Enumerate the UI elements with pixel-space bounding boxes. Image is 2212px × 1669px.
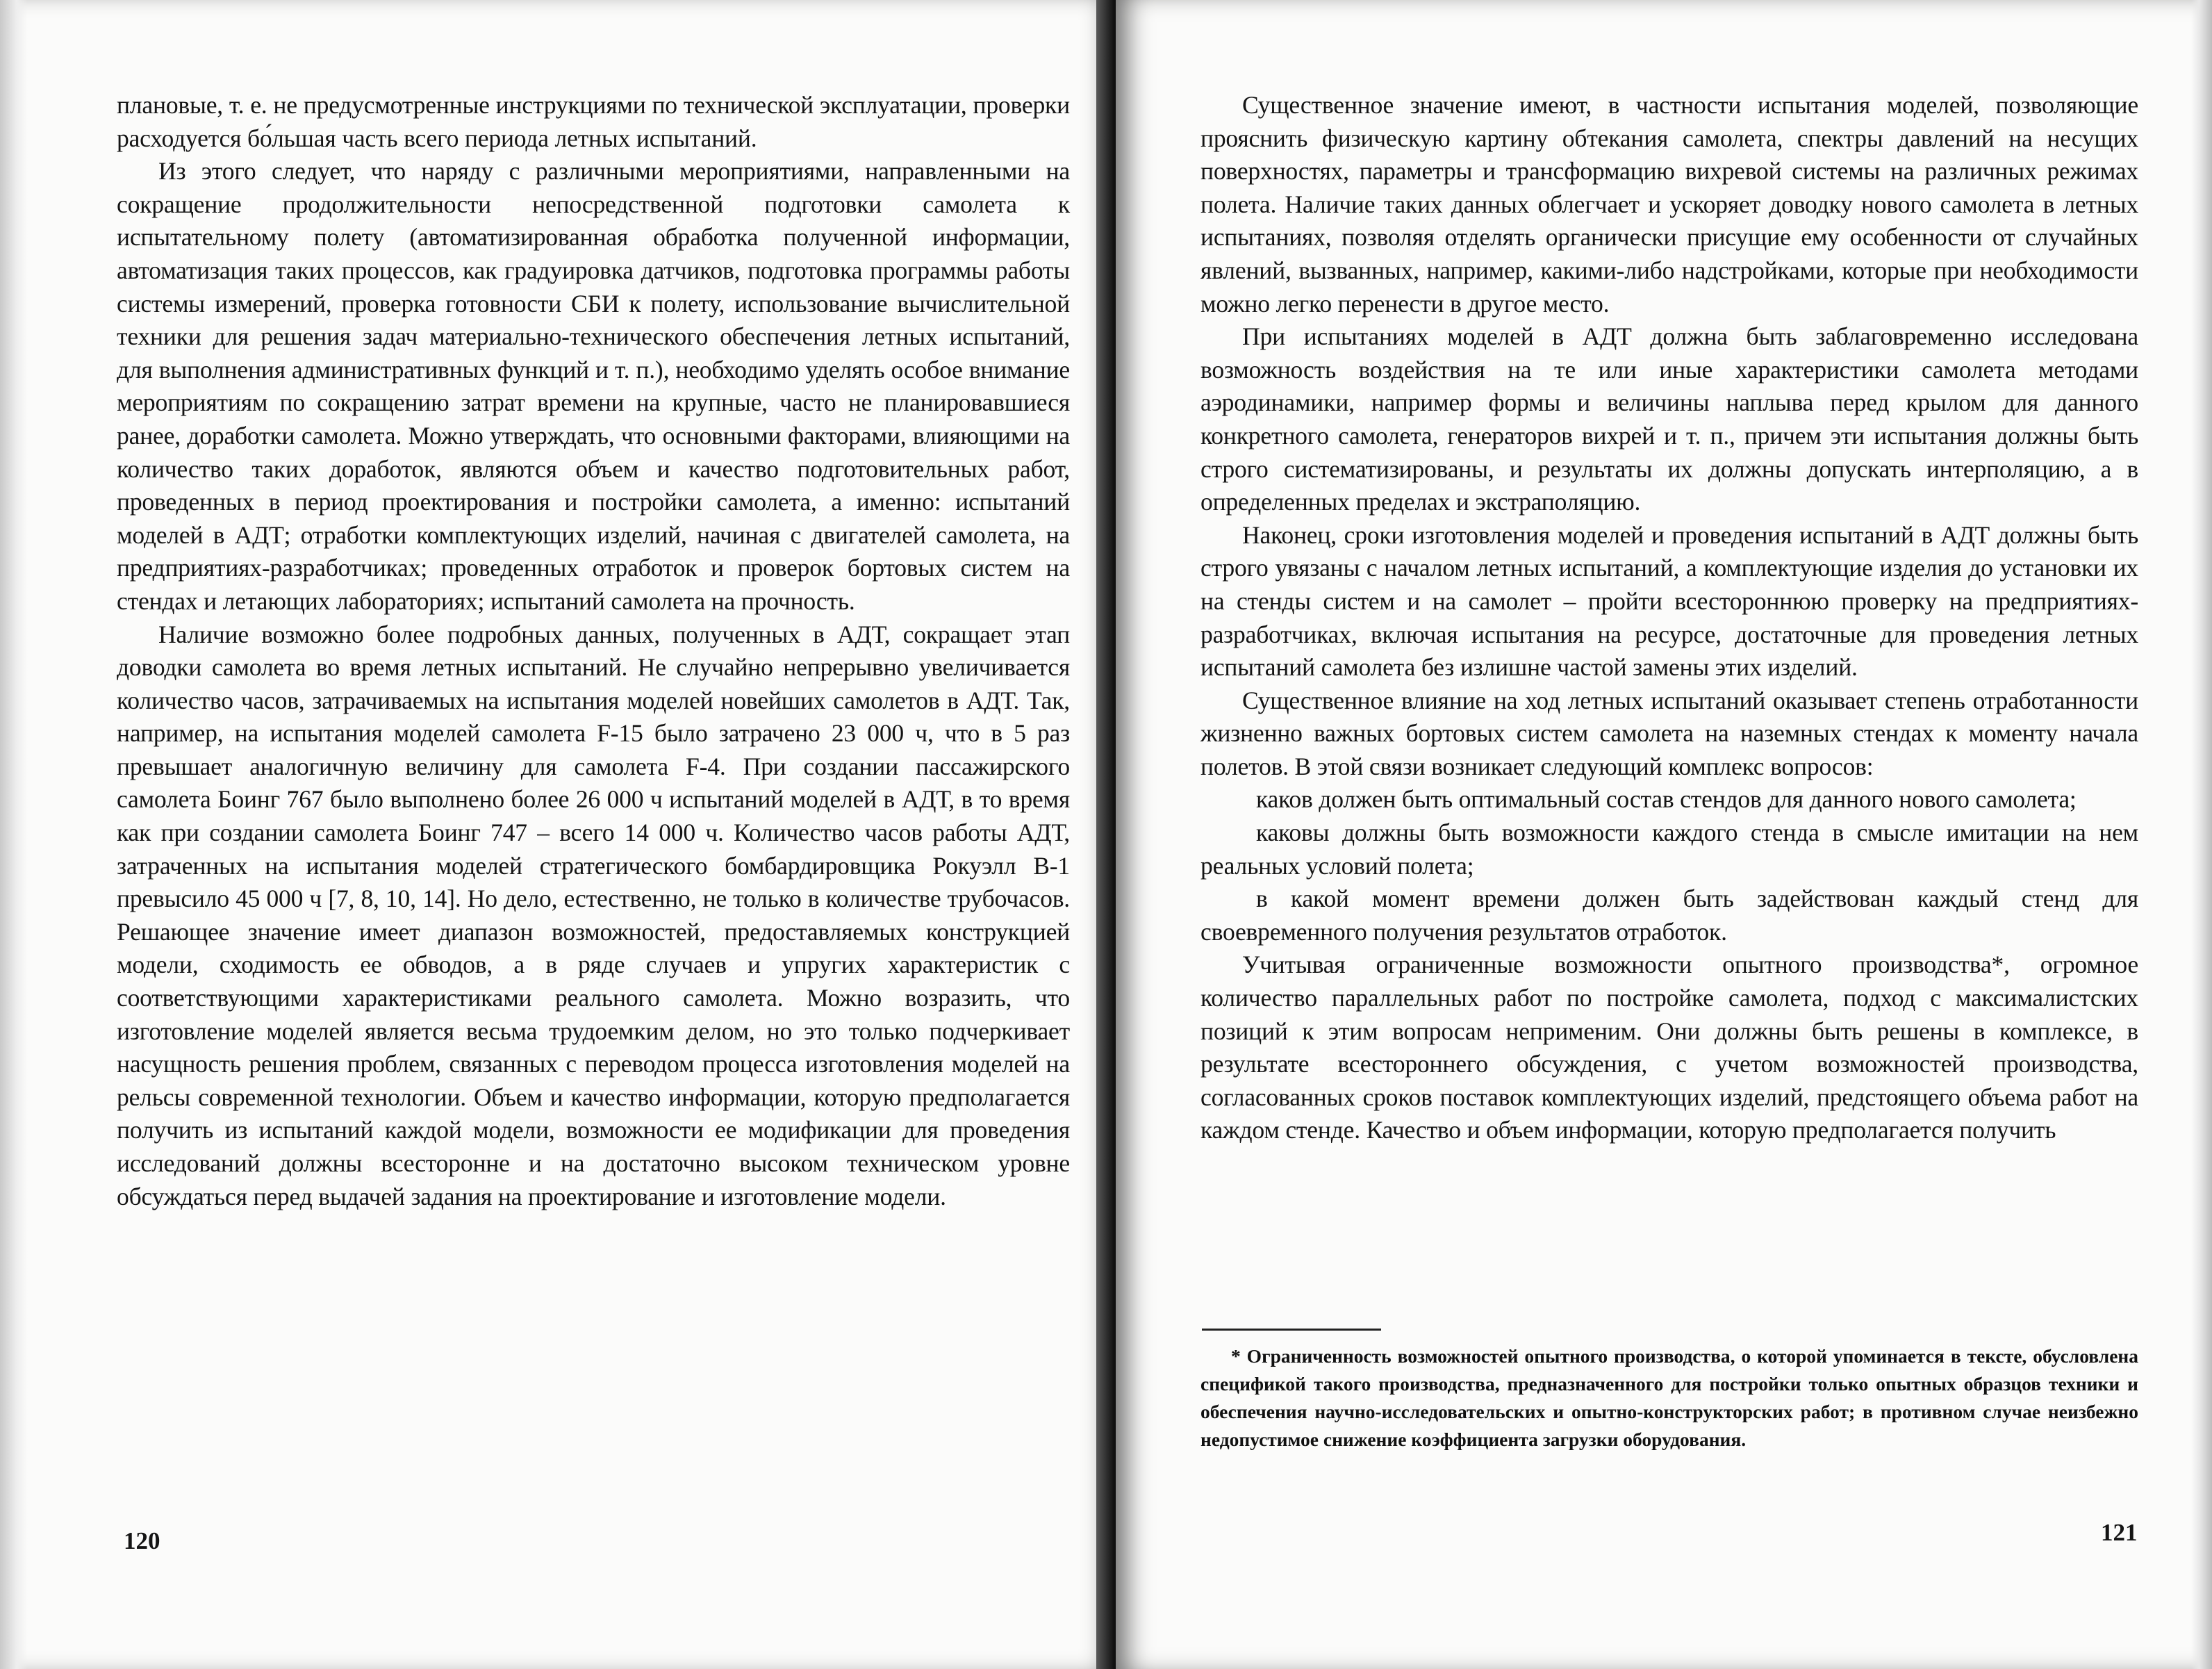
paragraph: Существенное влияние на ход летных испытаний оказывает степень отработанности жизненно важных бортовых систем самолета на наземных стендах к моменту начала полетов. В этой связи возникает следующий комплекс вопросов: — [1200, 686, 2138, 780]
page-edge-shadow — [2191, 0, 2212, 1669]
paragraph: Из этого следует, что наряду с различными мероприятиями, направленными на сокращение продолжительности непосредственной подготовки самолета к испытательному полету (автоматизированная обработка полученной информации, автоматизация таких процессов, как градуировка датчиков, подготовка программы работы системы измерений, проверка готовности СБИ к полету, использование вычислительной техники для решения задач материально-технического обеспечения летных испытаний, для выполнения административных функций и т. п.), необходимо уделять особое внимание мероприятиям по сокращению затрат времени на крупные, часто не планировавшиеся ранее, доработки самолета. Можно утверждать, что основными факторами, влияющими на количество таких доработок, являются объем и качество подготовительных работ, проведенных в период проектирования и постройки самолета, а именно: испытаний моделей в АДТ; отработки комплектующих изделий, начиная с двигателей самолета, на предприятиях-разработчиках; проведенных отработок и проверок бортовых систем на стендах и летающих лабораториях; испытаний самолета на прочность. — [117, 157, 1070, 615]
footnote: * Ограниченность возможностей опытного производства, о которой упоминается в тексте, обусловлена спецификой такого производства, предназначенного для постройки только опытных образцов техники и обеспечения научно-исследовательских и опытно-конструкторских работ; в противном случае неизбежно недопустимое снижение коэффициента загрузки оборудования. — [1200, 1345, 2138, 1450]
paragraph: Наличие возможно более подробных данных, полученных в АДТ, сокращает этап доводки самолета во время летных испытаний. Не случайно непрерывно увеличивается количество часов, затрачиваемых на испытания моделей новейших самолетов в АДТ. Так, например, на испытания моделей самолета F-15 было затрачено 23 000 ч, что в 5 раз превышает аналогичную величину для самолета F-4. При создании пассажирского самолета Боинг 767 было выполнено более 26 000 ч испытаний моделей в АДТ, в то время как при создании самолета Боинг 747 – всего 14 000 ч. Количество часов работы АДТ, затраченных на испытания моделей стратегического бомбардировщика Рокуэлл В-1 превысило 45 000 ч [7, 8, 10, 14]. Но дело, естественно, не только в количестве трубочасов. Решающее значение имеет диапазон возможностей, предоставляемых конструкцией модели, сходимость ее обводов, а в ряде случаев и упругих характеристик с соответствующими характеристиками реального самолета. Можно возразить, что изготовление моделей является весьма трудоемким делом, но это только подчеркивает насущность решения проблем, связанных с переводом процесса изготовления моделей на рельсы современной технологии. Объем и качество информации, которую предполагается получить из испытаний каждой модели, возможности ее модификации для проведения исследований должны всесторонне и на достаточно высоком техническом уровне обсуждаться перед выдачей задания на проектирование и изготовление модели. — [117, 620, 1070, 1210]
paragraph: Существенное значение имеют, в частности испытания моделей, позволяющие прояснить физическую картину обтекания самолета, спектры давлений на несущих поверхностях, параметры и трансформацию вихревой системы на различных режимах полета. Наличие таких данных облегчает и ускоряет доводку нового самолета в летных испытаниях, позволяя отделять органически присущие ему особенности от случайных явлений, вызванных, например, какими-либо надстройками, которые при необходимости можно легко перенести в другое место. — [1200, 91, 2138, 318]
paragraph: плановые, т. е. не предусмотренные инструкциями по технической эксплуатации, проверки расходуется бо́льшая часть всего периода летных испытаний. — [117, 91, 1070, 152]
paragraph: Наконец, сроки изготовления моделей и проведения испытаний в АДТ должны быть строго увязаны с началом летных испытаний, а комплектующие изделия до установки их на стенды систем и на самолет – пройти всестороннюю проверку на предприятиях-разработчиках, включая испытания на ресурсе, достаточные для проведения летных испытаний самолета без излишне частой замены этих изделий. — [1200, 520, 2138, 682]
left-page-text — [117, 89, 1070, 1213]
right-page-text — [1200, 89, 2138, 1147]
right-page — [1116, 0, 2212, 1669]
page-number: 120 — [124, 1527, 160, 1554]
list-item: каковы должны быть возможности каждого стенда в смысле имитации на нем реальных условий полета; — [1200, 819, 2138, 880]
paragraph: Учитывая ограниченные возможности опытного производства*, огромное количество параллельных работ по постройке самолета, подход с максималистских позиций к этим вопросам неприменим. Они должны быть решены в комплексе, в результате всестороннего обсуждения, с учетом возможностей производства, согласованных сроков поставок комплектующих изделий, предстоящего объема работ на каждом стенде. Качество и объем информации, которую предполагается получить — [1200, 951, 2138, 1144]
footnote-rule — [1202, 1329, 1381, 1331]
page-number: 121 — [2101, 1519, 2138, 1546]
list-item: в какой момент времени должен быть задействован каждый стенд для своевременного получения результатов отработок. — [1200, 885, 2138, 946]
page-edge-shadow — [0, 0, 28, 1669]
paragraph: При испытаниях моделей в АДТ должна быть заблаговременно исследована возможность воздействия на те или иные характеристики самолета методами аэродинамики, например формы и величины наплыва перед крылом для данного конкретного самолета, генераторов вихрей и т. п., причем эти испытания должны быть строго систематизированы, и результаты их должны допускать интерполяцию, а в определенных пределах и экстраполяцию. — [1200, 322, 2138, 516]
list-item: каков должен быть оптимальный состав стендов для данного нового самолета; — [1256, 785, 2077, 814]
